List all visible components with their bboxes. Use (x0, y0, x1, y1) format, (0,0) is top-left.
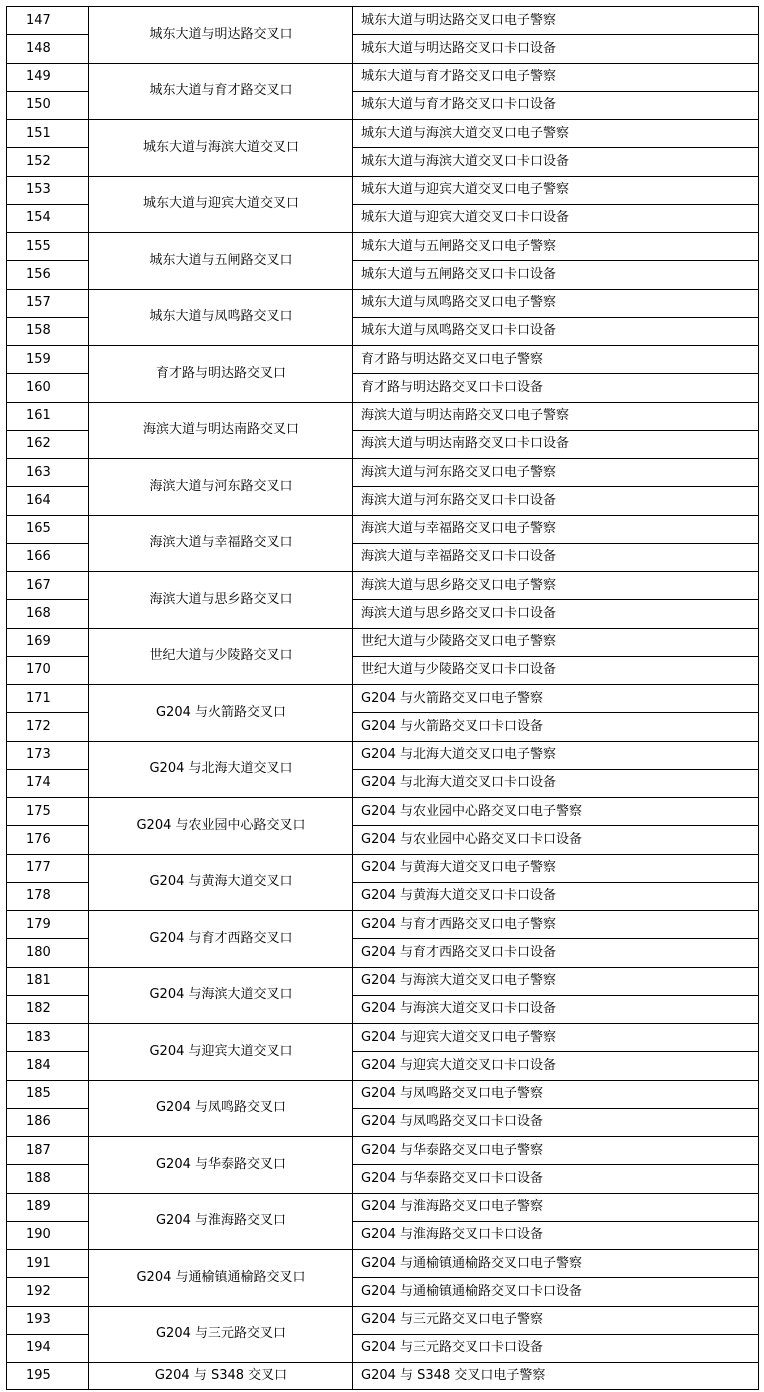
device-name: 海滨大道与思乡路交叉口电子警察 (361, 577, 557, 593)
device-name: 城东大道与育才路交叉口电子警察 (361, 69, 557, 85)
row-number: 184 (26, 1057, 51, 1073)
device-name: 城东大道与明达路交叉口电子警察 (361, 12, 557, 28)
row-divider (6, 1389, 759, 1390)
device-name: 城东大道与育才路交叉口卡口设备 (361, 97, 557, 113)
row-number: 147 (26, 12, 51, 28)
row-number: 188 (26, 1170, 51, 1186)
row-number: 179 (26, 916, 51, 932)
device-name: G204 与迎宾大道交叉口电子警察 (361, 1029, 557, 1045)
device-name: G204 与黄海大道交叉口卡口设备 (361, 888, 557, 904)
row-number: 192 (26, 1283, 51, 1299)
row-number: 191 (26, 1255, 51, 1271)
row-number: 148 (26, 40, 51, 56)
row-number: 151 (26, 125, 51, 141)
device-name: 海滨大道与河东路交叉口电子警察 (361, 464, 557, 480)
row-number: 180 (26, 944, 51, 960)
intersection-name: G204 与北海大道交叉口 (149, 761, 293, 777)
device-name: G204 与育才西路交叉口电子警察 (361, 916, 557, 932)
column-divider (352, 6, 353, 1390)
device-name: 城东大道与海滨大道交叉口卡口设备 (361, 153, 570, 169)
device-name: G204 与育才西路交叉口卡口设备 (361, 944, 557, 960)
row-number: 170 (26, 662, 51, 678)
device-name: G204 与淮海路交叉口卡口设备 (361, 1227, 544, 1243)
row-number: 164 (26, 492, 51, 508)
device-name: G204 与海滨大道交叉口卡口设备 (361, 1001, 557, 1017)
intersection-name: 城东大道与凤鸣路交叉口 (149, 309, 293, 325)
device-name: G204 与海滨大道交叉口电子警察 (361, 973, 557, 989)
device-name: G204 与火箭路交叉口电子警察 (361, 690, 544, 706)
device-name: G204 与 S348 交叉口电子警察 (361, 1368, 546, 1383)
row-number: 175 (26, 803, 51, 819)
intersection-name: G204 与黄海大道交叉口 (149, 874, 293, 890)
row-number: 161 (26, 408, 51, 424)
device-name: 城东大道与凤鸣路交叉口电子警察 (361, 295, 557, 311)
row-number: 182 (26, 1001, 51, 1017)
intersection-name: 城东大道与五闸路交叉口 (149, 252, 293, 268)
device-name: 城东大道与海滨大道交叉口电子警察 (361, 125, 570, 141)
device-name: 城东大道与五闸路交叉口电子警察 (361, 238, 557, 254)
device-name: G204 与农业园中心路交叉口电子警察 (361, 803, 583, 819)
row-number: 150 (26, 97, 51, 113)
row-number: 169 (26, 634, 51, 650)
intersection-name: G204 与海滨大道交叉口 (149, 987, 293, 1003)
device-name: 海滨大道与河东路交叉口卡口设备 (361, 492, 557, 508)
row-number: 154 (26, 210, 51, 226)
device-name: 城东大道与迎宾大道交叉口卡口设备 (361, 210, 570, 226)
intersection-name: G204 与三元路交叉口 (155, 1326, 287, 1342)
row-number: 165 (26, 521, 51, 537)
intersection-name: 海滨大道与河东路交叉口 (149, 478, 293, 494)
row-number: 195 (26, 1368, 51, 1383)
device-name: G204 与淮海路交叉口电子警察 (361, 1199, 544, 1215)
row-number: 160 (26, 379, 51, 395)
intersection-name: G204 与凤鸣路交叉口 (155, 1100, 287, 1116)
device-name: G204 与华泰路交叉口电子警察 (361, 1142, 544, 1158)
row-number: 155 (26, 238, 51, 254)
row-number: 159 (26, 351, 51, 367)
intersection-name: 城东大道与迎宾大道交叉口 (142, 196, 299, 212)
device-name: G204 与凤鸣路交叉口卡口设备 (361, 1114, 544, 1130)
device-name: 海滨大道与幸福路交叉口卡口设备 (361, 549, 557, 565)
row-number: 153 (26, 182, 51, 198)
intersection-name: G204 与农业园中心路交叉口 (136, 817, 306, 833)
intersection-name: 城东大道与海滨大道交叉口 (142, 139, 299, 155)
column-divider (88, 6, 89, 1390)
intersection-name: G204 与华泰路交叉口 (155, 1156, 287, 1172)
device-name: G204 与华泰路交叉口卡口设备 (361, 1170, 544, 1186)
row-number: 177 (26, 860, 51, 876)
row-number: 166 (26, 549, 51, 565)
row-number: 162 (26, 436, 51, 452)
device-name: G204 与火箭路交叉口卡口设备 (361, 718, 544, 734)
row-number: 178 (26, 888, 51, 904)
device-name: 城东大道与五闸路交叉口卡口设备 (361, 266, 557, 282)
intersection-name: 城东大道与育才路交叉口 (149, 83, 293, 99)
intersection-name: G204 与火箭路交叉口 (155, 704, 287, 720)
row-number: 149 (26, 69, 51, 85)
row-number: 181 (26, 973, 51, 989)
row-number: 152 (26, 153, 51, 169)
device-name: 育才路与明达路交叉口电子警察 (361, 351, 544, 367)
intersection-name: 世纪大道与少陵路交叉口 (149, 648, 293, 664)
intersection-name: 海滨大道与幸福路交叉口 (149, 535, 293, 551)
device-name: 海滨大道与明达南路交叉口卡口设备 (361, 436, 570, 452)
row-number: 185 (26, 1086, 51, 1102)
row-number: 168 (26, 605, 51, 621)
column-divider (6, 6, 7, 1390)
row-number: 156 (26, 266, 51, 282)
device-name: G204 与三元路交叉口卡口设备 (361, 1340, 544, 1356)
row-number: 193 (26, 1312, 51, 1328)
row-number: 173 (26, 747, 51, 763)
row-number: 163 (26, 464, 51, 480)
device-name: G204 与通榆镇通榆路交叉口电子警察 (361, 1255, 583, 1271)
intersection-name: G204 与淮海路交叉口 (155, 1213, 287, 1229)
intersection-name: 海滨大道与思乡路交叉口 (149, 591, 293, 607)
device-name: 世纪大道与少陵路交叉口电子警察 (361, 634, 557, 650)
device-name: G204 与迎宾大道交叉口卡口设备 (361, 1057, 557, 1073)
row-number: 176 (26, 831, 51, 847)
device-name: G204 与通榆镇通榆路交叉口卡口设备 (361, 1283, 583, 1299)
device-name: G204 与黄海大道交叉口电子警察 (361, 860, 557, 876)
row-number: 174 (26, 775, 51, 791)
intersection-name: 育才路与明达路交叉口 (155, 365, 286, 381)
device-name: 城东大道与凤鸣路交叉口卡口设备 (361, 323, 557, 339)
row-number: 194 (26, 1340, 51, 1356)
intersection-name: 城东大道与明达路交叉口 (149, 26, 293, 42)
device-name: 城东大道与明达路交叉口卡口设备 (361, 40, 557, 56)
row-number: 189 (26, 1199, 51, 1215)
column-divider (758, 6, 759, 1390)
intersection-name: G204 与育才西路交叉口 (149, 930, 293, 946)
device-name: G204 与三元路交叉口电子警察 (361, 1312, 544, 1328)
row-number: 172 (26, 718, 51, 734)
row-number: 158 (26, 323, 51, 339)
device-name: 海滨大道与明达南路交叉口电子警察 (361, 408, 570, 424)
row-number: 187 (26, 1142, 51, 1158)
intersection-name: G204 与通榆镇通榆路交叉口 (136, 1269, 306, 1285)
intersection-name: G204 与迎宾大道交叉口 (149, 1043, 293, 1059)
device-name: G204 与农业园中心路交叉口卡口设备 (361, 831, 583, 847)
row-number: 157 (26, 295, 51, 311)
device-name: 城东大道与迎宾大道交叉口电子警察 (361, 182, 570, 198)
device-name: 海滨大道与幸福路交叉口电子警察 (361, 521, 557, 537)
row-number: 186 (26, 1114, 51, 1130)
device-name: G204 与北海大道交叉口电子警察 (361, 747, 557, 763)
row-number: 167 (26, 577, 51, 593)
device-name: 海滨大道与思乡路交叉口卡口设备 (361, 605, 557, 621)
device-name: G204 与凤鸣路交叉口电子警察 (361, 1086, 544, 1102)
device-name: G204 与北海大道交叉口卡口设备 (361, 775, 557, 791)
device-name: 育才路与明达路交叉口卡口设备 (361, 379, 544, 395)
intersection-name: G204 与 S348 交叉口 (154, 1368, 288, 1383)
intersection-name: 海滨大道与明达南路交叉口 (142, 422, 299, 438)
row-number: 183 (26, 1029, 51, 1045)
row-number: 171 (26, 690, 51, 706)
row-number: 190 (26, 1227, 51, 1243)
device-name: 世纪大道与少陵路交叉口卡口设备 (361, 662, 557, 678)
